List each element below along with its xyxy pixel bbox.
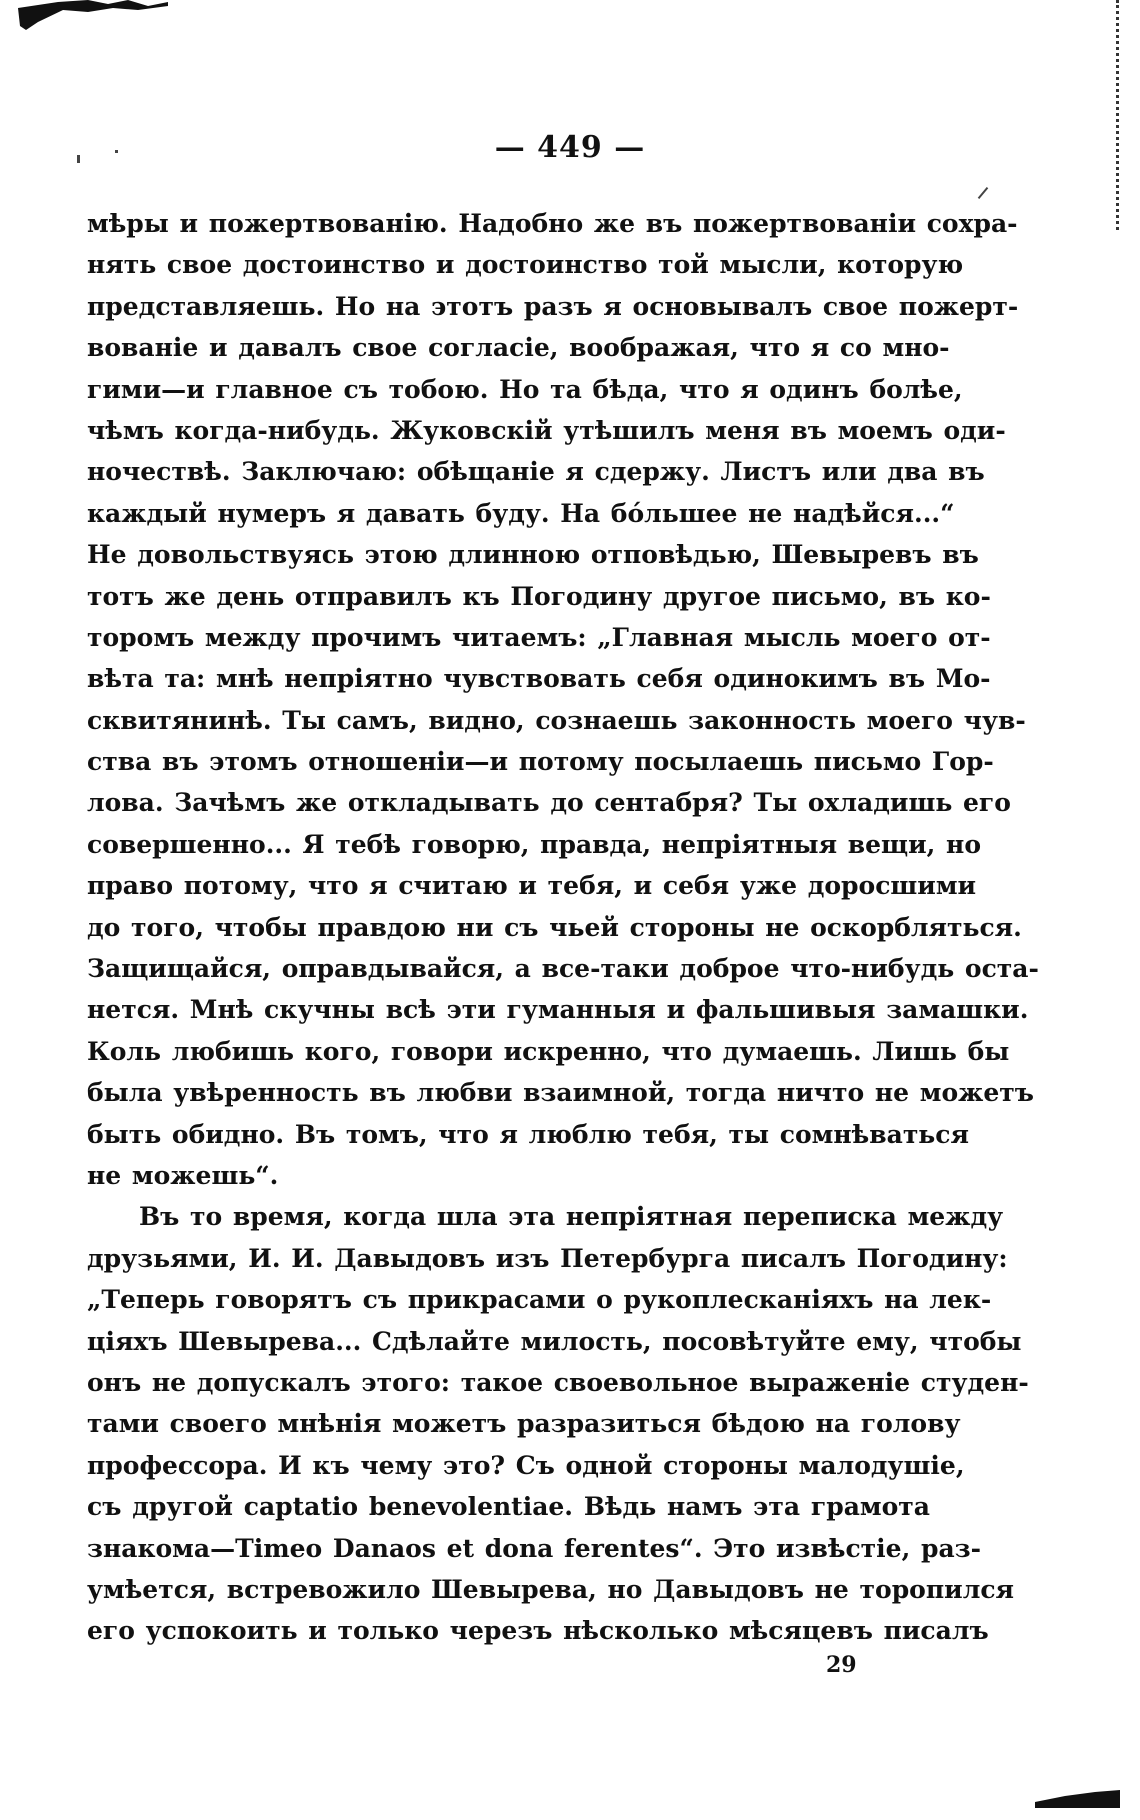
text-line: вованіе и давалъ свое согласіе, воображая, что я со мно-	[87, 333, 950, 363]
text-line: Защищайся, оправдывайся, а все-таки доброе что-нибудь оста-	[87, 954, 1039, 984]
text-line: друзьями, И. И. Давыдовъ изъ Петербурга писалъ Погодину:	[87, 1243, 1008, 1273]
text-line: ства въ этомъ отношеніи—и потому посылаешь письмо Гор-	[87, 747, 994, 777]
text-line: тами своего мнѣнія можетъ разразиться бѣдою на голову	[87, 1409, 961, 1439]
text-line: чѣмъ когда-нибудь. Жуковскій утѣшилъ меня въ моемъ оди-	[87, 415, 1006, 445]
text-line: до того, чтобы правдою ни съ чьей стороны не оскорбляться.	[87, 912, 1022, 942]
text-line: Не довольствуясь этою длинною отповѣдью, Шевыревъ въ	[87, 540, 979, 570]
page-number: — 449 —	[494, 130, 646, 165]
text-line: Коль любишь кого, говори искренно, что думаешь. Лишь бы	[87, 1036, 1010, 1066]
text-line: не можешь“.	[87, 1160, 279, 1190]
text-line: была увѣренность въ любви взаимной, тогда ничто не можетъ	[87, 1078, 1034, 1108]
text-line: онъ не допускалъ этого: такое своевольное выраженіе студен-	[87, 1367, 1029, 1397]
scan-speck	[978, 187, 989, 199]
scan-artifact-bottom-right	[1035, 1788, 1120, 1808]
text-line: нять свое достоинство и достоинство той мысли, которую	[87, 250, 964, 280]
signature-mark: 29	[826, 1652, 857, 1678]
scan-edge-artifact	[1116, 0, 1123, 230]
text-line: совершенно... Я тебѣ говорю, правда, непріятныя вещи, но	[87, 829, 982, 859]
text-line: „Теперь говорятъ съ прикрасами о рукоплесканіяхъ на лек-	[87, 1285, 992, 1315]
text-line: умѣется, встревожило Шевырева, но Давыдовъ не торопился	[87, 1574, 1015, 1604]
text-line: мѣры и пожертвованію. Надобно же въ пожертвованіи сохра-	[87, 209, 1018, 238]
text-line: торомъ между прочимъ читаемъ: „Главная мысль моего от-	[87, 622, 991, 652]
text-line: вѣта та: мнѣ непріятно чувствовать себя одинокимъ въ Мо-	[87, 664, 991, 694]
text-line: гими—и главное съ тобою. Но та бѣда, что я одинъ болѣе,	[87, 374, 963, 404]
text-line: его успокоить и только черезъ нѣсколько мѣсяцевъ писалъ	[87, 1616, 989, 1646]
text-line: быть обидно. Въ томъ, что я люблю тебя, ты сомнѣваться	[87, 1119, 969, 1149]
text-line: лова. Зачѣмъ же откладывать до сентабря? Ты охладишь его	[87, 788, 1011, 818]
text-line: ночествѣ. Заключаю: обѣщаніе я сдержу. Листъ или два въ	[87, 457, 985, 487]
text-line: нется. Мнѣ скучны всѣ эти гуманныя и фальшивыя замашки.	[87, 995, 1029, 1025]
scan-artifact-top-left	[18, 0, 173, 30]
text-line: знакома—Timeo Danaos et dona ferentes“. Это извѣстіе, раз-	[87, 1533, 981, 1563]
text-line: Въ то время, когда шла эта непріятная переписка между	[139, 1202, 1004, 1232]
text-line: сквитянинѣ. Ты самъ, видно, сознаешь законность моего чув-	[87, 705, 1026, 735]
text-line: каждый нумеръ я давать буду. На бóльшее не надѣйся...“	[87, 498, 955, 528]
text-line: профессора. И къ чему это? Съ одной стороны малодушіе,	[87, 1450, 965, 1480]
text-line: ціяхъ Шевырева... Сдѣлайте милость, посовѣтуйте ему, чтобы	[87, 1326, 1022, 1356]
body-text	[87, 203, 1039, 1652]
text-line: представляешь. Но на этотъ разъ я основывалъ свое пожерт-	[87, 291, 1019, 321]
text-line: тотъ же день отправилъ къ Погодину другое письмо, въ ко-	[87, 581, 991, 611]
text-line: съ другой captatio benevolentiae. Вѣдь намъ эта грамота	[87, 1492, 930, 1522]
text-line: право потому, что я считаю и тебя, и себя уже доросшими	[87, 871, 977, 901]
